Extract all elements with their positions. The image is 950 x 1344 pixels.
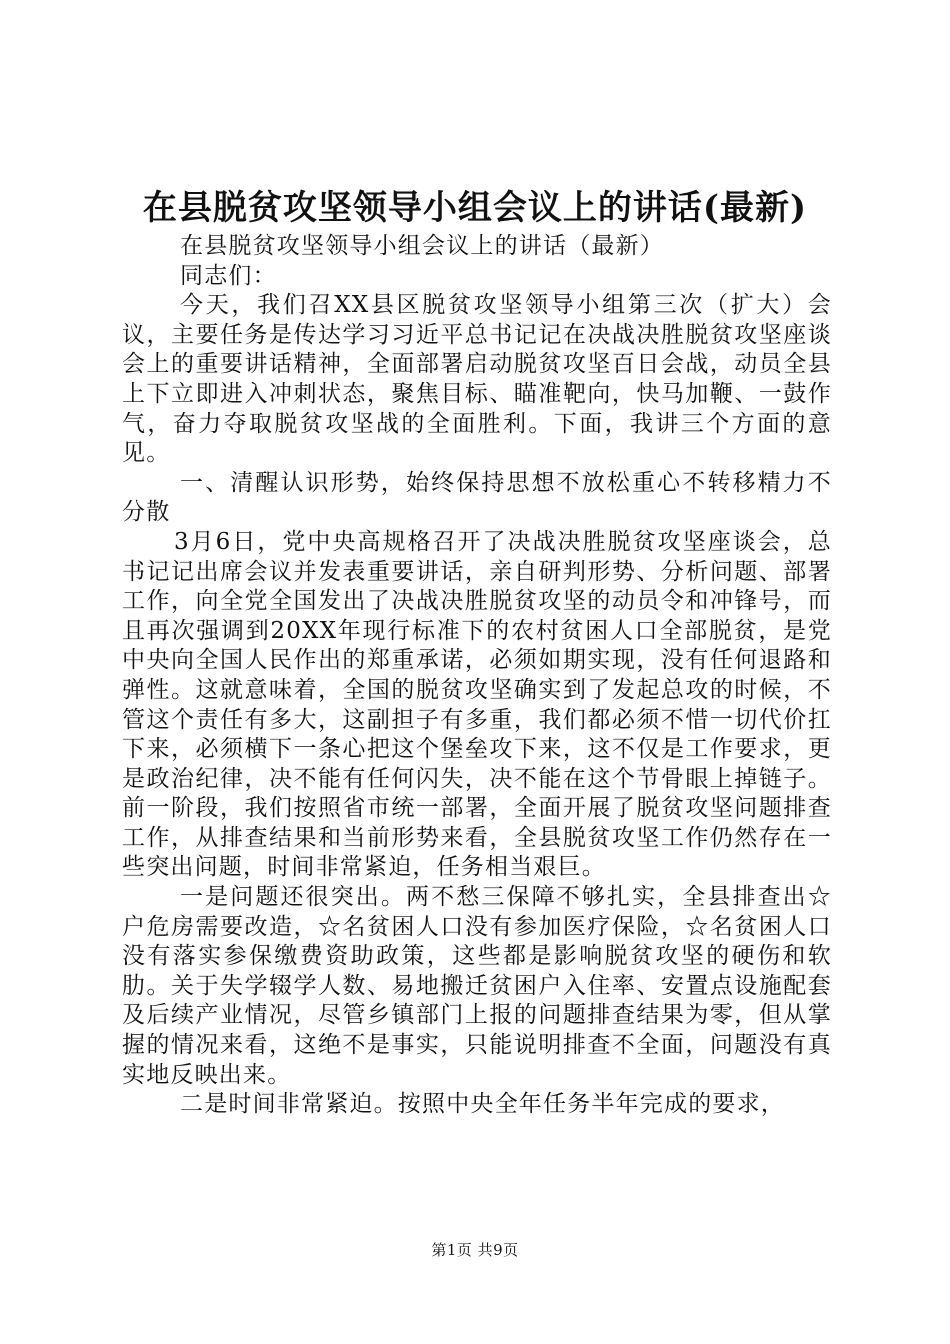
document-body bbox=[122, 232, 832, 1120]
document-subtitle: 在县脱贫攻坚领导小组会议上的讲话（最新） bbox=[180, 233, 664, 259]
paragraph-intro: 今天，我们召XX县区脱贫攻坚领导小组第三次（扩大）会议，主要任务是传达学习习近平总书记记在决战决胜脱贫攻坚座谈会上的重要讲话精神，全面部署启动脱贫攻坚百日会战，动员全县上下立即进入冲刺状态，聚焦目标、瞄准靶向，快马加鞭、一鼓作气，奋力夺取脱贫攻坚战的全面胜利。下面，我讲三个方面的意见。 bbox=[122, 292, 832, 467]
page-footer: 第1页 共9页 bbox=[431, 1241, 519, 1259]
paragraph-time: 二是时间非常紧迫。按照中央全年任务半年完成的要求， bbox=[180, 1091, 785, 1118]
salutation: 同志们： bbox=[180, 262, 277, 289]
document-title: 在县脱贫攻坚领导小组会议上的讲话(最新) bbox=[142, 188, 808, 228]
paragraph-situation: 3月6日，党中央高规格召开了决战决胜脱贫攻坚座谈会，总书记记出席会议并发表重要讲话，亲自研判形势、分析问题、部署工作，向全党全国发出了决战决胜脱贫攻坚的动员令和冲锋号，而且再次强调到20XX年现行标准下的农村贫困人口全部脱贫，是党中央向全国人民作出的郑重承诺，必须如期实现，没有任何退路和弹性。这就意味着，全国的脱贫攻坚确实到了发起总攻的时候，不管这个责任有多大，这副担子有多重，我们都必须不惜一切代价扛下来，必须横下一条心把这个堡垒攻下来，这不仅是工作要求，更是政治纪律，决不能有任何闪失，决不能在这个节骨眼上掉链子。前一阶段，我们按照省市统一部署，全面开展了脱贫攻坚问题排查工作，从排查结果和当前形势来看，全县脱贫攻坚工作仍然存在一些突出问题，时间非常紧迫，任务相当艰巨。 bbox=[122, 528, 832, 881]
paragraph-problems: 一是问题还很突出。两不愁三保障不够扎实，全县排查出☆户危房需要改造，☆名贫困人口没有参加医疗保险，☆名贫困人口没有落实参保缴费资助政策，这些都是影响脱贫攻坚的硬伤和软肋。关于失学辍学人数、易地搬迁贫困户入住率、安置点设施配套及后续产业情况，尽管乡镇部门上报的问题排查结果为零，但从掌握的情况来看，这绝不是事实，只能说明排查不全面，问题没有真实地反映出来。 bbox=[122, 884, 832, 1088]
section-heading-1: 一、清醒认识形势，始终保持思想不放松重心不转移精力不分散 bbox=[122, 469, 832, 526]
